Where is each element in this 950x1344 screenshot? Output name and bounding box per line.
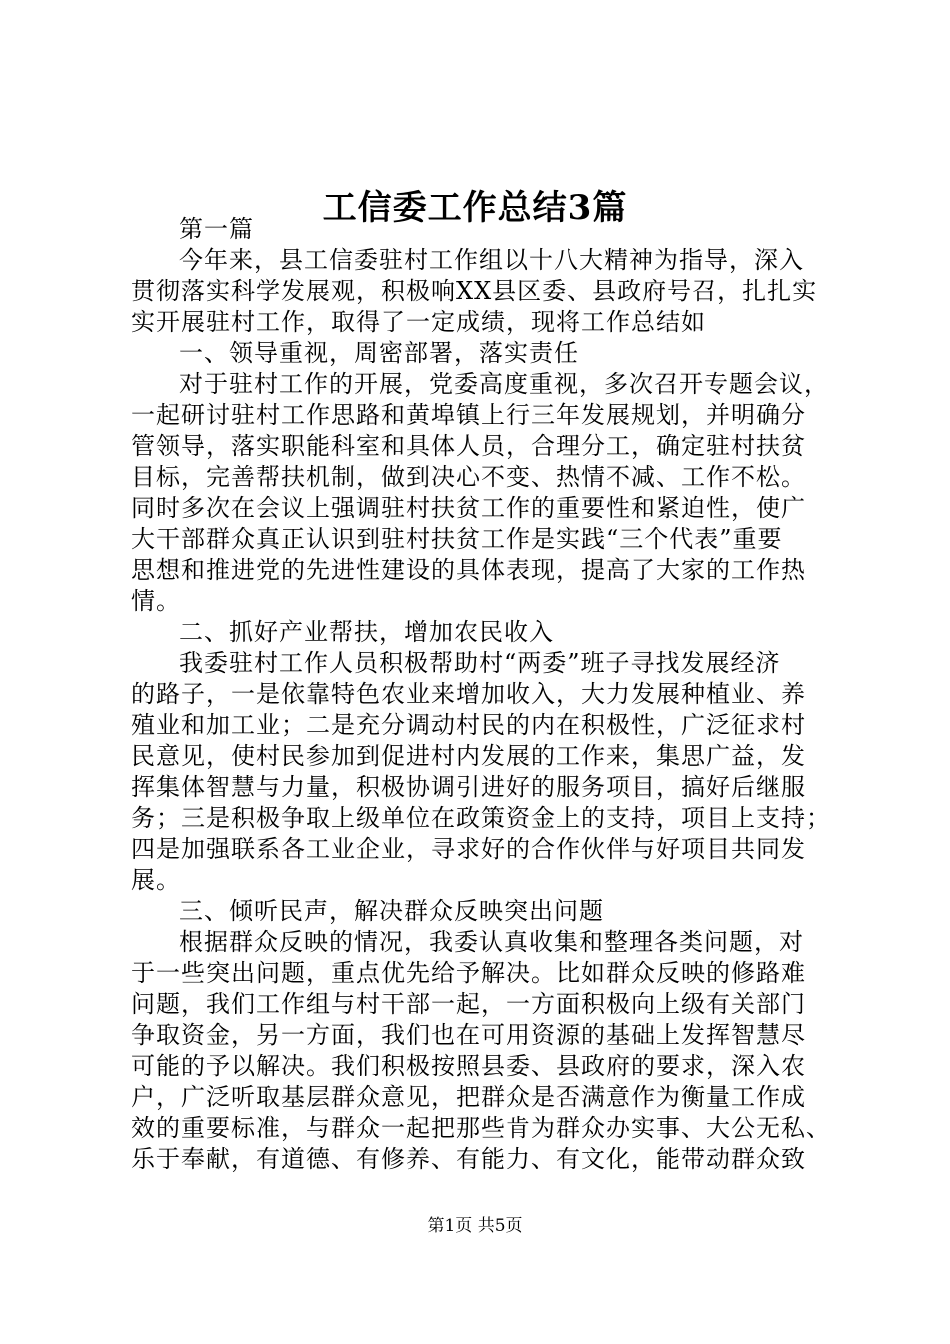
page-number-footer: 第1页 共5页 [427,1216,523,1236]
paragraph-line: 挥集体智慧与力量，积极协调引进好的服务项目，搞好后继服 [131,773,806,801]
section-heading-2: 二、抓好产业帮扶，增加农民收入 [179,618,554,646]
section-heading-1: 一、领导重视，周密部署，落实责任 [179,339,579,367]
paragraph-line: 争取资金，另一方面，我们也在可用资源的基础上发挥智慧尽 [131,1021,806,1049]
paragraph-line: 务；三是积极争取上级单位在政策资金上的支持，项目上支持； [131,804,831,832]
paragraph-line: 贯彻落实科学发展观，积极响XX县区委、县政府号召，扎扎实 [131,277,818,305]
paragraph-line: 四是加强联系各工业企业，寻求好的合作伙伴与好项目共同发 [131,835,806,863]
paragraph-line: 可能的予以解决。我们积极按照县委、县政府的要求，深入农 [131,1052,806,1080]
paragraph-line: 同时多次在会议上强调驻村扶贫工作的重要性和紧迫性，使广 [131,494,806,522]
paragraph-line: 情。 [131,587,181,615]
paragraph-line: 民意见，使村民参加到促进村内发展的工作来，集思广益，发 [131,742,806,770]
paragraph-line: 我委驻村工作人员积极帮助村“两委”班子寻找发展经济 [179,649,781,677]
document-body [131,214,851,1175]
paragraph-line: 于一些突出问题，重点优先给予解决。比如群众反映的修路难 [131,959,806,987]
document-title: 工信委工作总结3篇 [322,188,628,228]
paragraph-line: 户，广泛听取基层群众意见，把群众是否满意作为衡量工作成 [131,1083,806,1111]
section-heading-part-one: 第一篇 [179,215,254,243]
paragraph-line: 效的重要标准，与群众一起把那些肯为群众办实事、大公无私、 [131,1114,831,1142]
paragraph-line: 乐于奉献，有道德、有修养、有能力、有文化，能带动群众致 [131,1145,806,1173]
section-heading-3: 三、倾听民声，解决群众反映突出问题 [179,897,604,925]
paragraph-line: 大干部群众真正认识到驻村扶贫工作是实践“三个代表”重要 [131,525,783,553]
paragraph-line: 今年来，县工信委驻村工作组以十八大精神为指导，深入 [179,246,804,274]
paragraph-line: 目标，完善帮扶机制，做到决心不变、热情不减、工作不松。 [131,463,806,491]
paragraph-line: 根据群众反映的情况，我委认真收集和整理各类问题，对 [179,928,804,956]
paragraph-line: 殖业和加工业；二是充分调动村民的内在积极性，广泛征求村 [131,711,806,739]
paragraph-line: 展。 [131,866,181,894]
paragraph-line: 实开展驻村工作，取得了一定成绩，现将工作总结如 [131,308,706,336]
paragraph-line: 一起研讨驻村工作思路和黄埠镇上行三年发展规划，并明确分 [131,401,806,429]
paragraph-line: 对于驻村工作的开展，党委高度重视，多次召开专题会议， [179,370,829,398]
paragraph-line: 问题，我们工作组与村干部一起，一方面积极向上级有关部门 [131,990,806,1018]
paragraph-line: 思想和推进党的先进性建设的具体表现，提高了大家的工作热 [131,556,806,584]
paragraph-line: 的路子，一是依靠特色农业来增加收入，大力发展种植业、养 [131,680,806,708]
paragraph-line: 管领导，落实职能科室和具体人员，合理分工，确定驻村扶贫 [131,432,806,460]
